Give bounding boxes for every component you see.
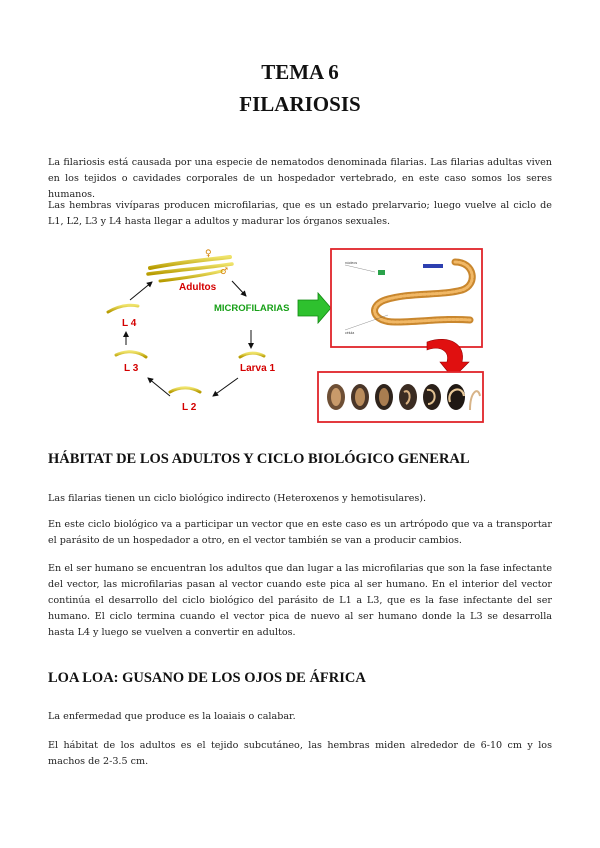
- label-adultos: Adultos: [179, 282, 217, 293]
- svg-text:núcleos: núcleos: [345, 261, 358, 265]
- label-l2: L 2: [182, 402, 197, 413]
- microfilaria-detail-box: [331, 249, 482, 347]
- habitat-paragraph-2: En este ciclo biológico va a participar un vector que en este caso es un artrópodo que va a transportar el parásito de un hospedador a otro, en el vector también se van a producir cambios.: [48, 519, 552, 546]
- arrow-larva1-l2: [213, 378, 238, 396]
- label-microfilarias: MICROFILARIAS: [214, 303, 290, 314]
- label-l3: L 3: [124, 363, 139, 374]
- intro-paragraph-1: La filariosis está causada por una especie de nematodos denominada filarias. Las filarias adultas viven en los tejidos o cavidades corporales de un hospedador vertebrado, en este caso somos los seres humanos.: [48, 157, 552, 200]
- label-larva1: Larva 1: [240, 363, 276, 374]
- habitat-paragraph-1: Las filarias tienen un ciclo biológico indirecto (Heteroxenos y hemotisulares).: [48, 493, 427, 504]
- page-title: FILARIOSIS: [239, 92, 361, 116]
- loaloa-paragraph-1: La enfermedad que produce es la loaiais o calabar.: [48, 711, 296, 722]
- loaloa-paragraph-2: El hábitat de los adultos es el tejido subcutáneo, las hembras miden alrededor de 6-10 cm y los machos de 2-3.5 cm.: [48, 740, 552, 767]
- l4-worm: [108, 305, 138, 312]
- larva1-worm: [240, 353, 264, 357]
- svg-text:célula: célula: [345, 331, 355, 335]
- larval-stages-strip: [318, 372, 483, 422]
- topic-number: TEMA 6: [261, 60, 339, 84]
- section-heading-loaloa: LOA LOA: GUSANO DE LOS OJOS DE ÁFRICA: [48, 670, 366, 686]
- male-symbol: ♂: [220, 267, 229, 277]
- female-symbol: ♀: [205, 249, 212, 259]
- arrow-l2-l3: [148, 378, 170, 396]
- intro-paragraph-2: Las hembras vivíparas producen microfilarias, que es un estado prelarvario; luego vuelve al ciclo de L1, L2, L3 y L4 hasta llegar a adultos y madurar los órganos sexuales.: [48, 200, 552, 227]
- arrow-l4-adultos: [130, 282, 152, 300]
- life-cycle-diagram: [0, 240, 600, 425]
- section-heading-habitat: HÁBITAT DE LOS ADULTOS Y CICLO BIOLÓGICO GENERAL: [48, 451, 470, 467]
- green-arrow-icon: [298, 293, 331, 323]
- l3-worm: [116, 352, 146, 357]
- arrow-adultos-microfilarias: [232, 281, 246, 296]
- l2-worm: [170, 388, 200, 392]
- label-l4: L 4: [122, 318, 137, 329]
- habitat-paragraph-3: En el ser humano se encuentran los adultos que dan lugar a las microfilarias que son la fase infectante del vector, las microfilarias pasan al vector cuando este pica al ser humano. En el interior del vector continúa el desarrollo del ciclo biológico del parásito de L1 a L3, que es la fase infectante del ser humano. El ciclo termina cuando el vector pica de nuevo al ser humano donde la L3 se desarrolla hasta L4 y luego se vuelven a convertir en adultos.: [48, 563, 552, 638]
